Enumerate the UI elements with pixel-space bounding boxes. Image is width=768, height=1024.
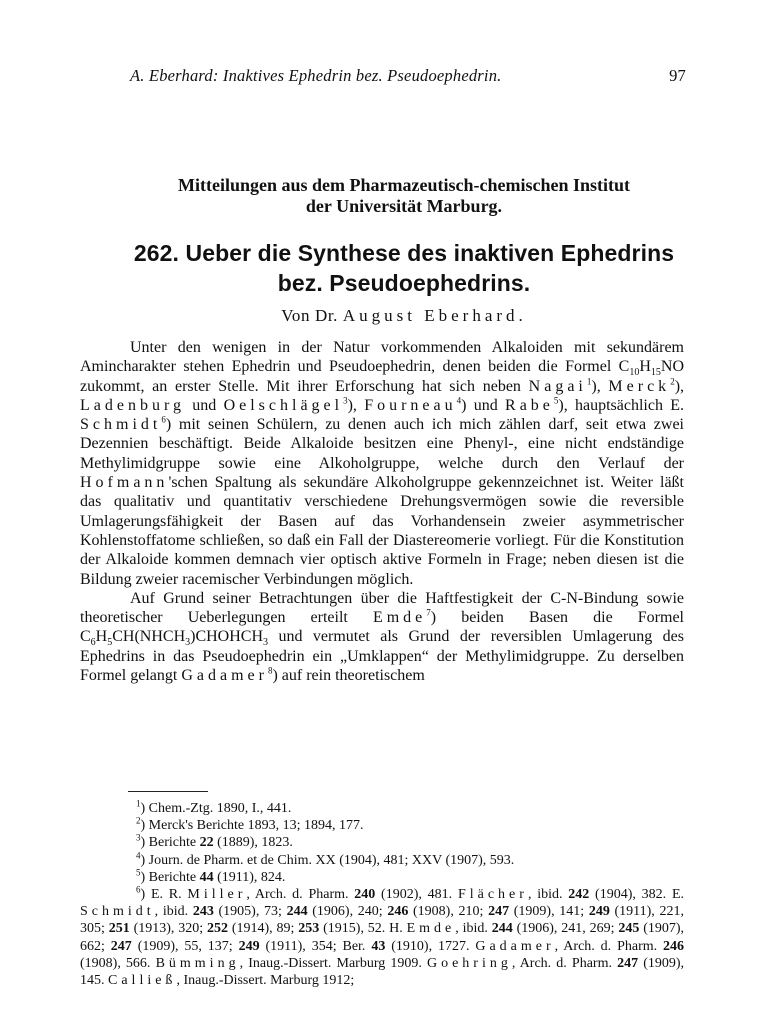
- footnote-2: [80, 817, 684, 834]
- footnote-text: ) E. R.: [140, 887, 188, 903]
- footnote-mark: 5: [553, 395, 559, 406]
- text-run: ),: [347, 396, 365, 414]
- footnote-text: (1910), 1727.: [385, 938, 476, 954]
- institute-line-2: der Universität Marburg.: [305, 196, 503, 216]
- text-run: ), hauptsächlich E.: [558, 396, 685, 414]
- text-run: ) auf rein theoretischem: [272, 667, 425, 685]
- volume-number: 22: [199, 835, 214, 851]
- author-ref-hofmann: Hofmann: [80, 474, 169, 492]
- footnote-text: , Arch. d. Pharm.: [554, 938, 664, 954]
- article-title: [60, 238, 748, 298]
- author-name: August Eberhard.: [342, 306, 527, 325]
- institute-heading: [60, 175, 748, 217]
- subscript: 15: [650, 367, 661, 379]
- volume-number: 247: [617, 955, 639, 971]
- volume-number: 247: [488, 904, 510, 920]
- footnote-number: 3: [136, 832, 141, 843]
- footnote-mark: 4: [456, 395, 462, 406]
- footnote-divider: [128, 791, 208, 792]
- footnote-text: ) Chem.-Ztg. 1890, I., 441.: [140, 801, 292, 816]
- text-run: H: [95, 628, 108, 646]
- footnote-text: , ibid.: [154, 904, 193, 920]
- volume-number: 244: [491, 921, 513, 937]
- volume-number: 249: [238, 938, 260, 954]
- subscript: 6: [90, 637, 96, 649]
- footnote-mark: 2: [670, 376, 675, 387]
- volume-number: 253: [298, 921, 320, 937]
- author-ref: Calließ: [108, 973, 177, 989]
- volume-number: 251: [108, 921, 130, 937]
- volume-number: 246: [387, 904, 409, 920]
- author-ref-fourneau: Fourneau: [364, 396, 457, 414]
- page-number: 97: [669, 66, 686, 85]
- footnote-number: 2: [136, 815, 141, 826]
- text-run: ),: [674, 377, 685, 395]
- footnote-number: 1: [136, 798, 141, 809]
- footnote-text: , Inaug.-Dissert. Marburg 1912;: [176, 973, 355, 989]
- volume-number: 247: [110, 938, 132, 954]
- footnote-number: 5: [136, 867, 141, 878]
- paragraph-2: [80, 589, 684, 685]
- author-ref-nagai: Nagai: [528, 377, 587, 395]
- author-ref: Bümming: [155, 955, 240, 971]
- footnote-text: ) Berichte: [140, 869, 200, 885]
- volume-number: 240: [354, 887, 376, 903]
- text-run: Auf Grund seiner Betrachtungen über die Haftfestigkeit der C-N-Bindung sowie theoretischer Ueberlegungen erteilt: [80, 589, 684, 627]
- footnote-text: (1914), 89;: [228, 921, 299, 937]
- footnote-text: (1905), 73;: [213, 904, 287, 920]
- footnote-text: (1911), 221, 305;: [80, 904, 684, 937]
- footnote-text: ) Berichte: [140, 835, 200, 851]
- footnote-mark: 7: [426, 607, 431, 618]
- footnote-mark: 1: [586, 376, 592, 387]
- footnote-text: (1906), 240;: [307, 904, 388, 920]
- volume-number: 244: [286, 904, 308, 920]
- volume-number: 246: [663, 938, 685, 954]
- running-head-title: A. Eberhard: Inaktives Ephedrin bez. Pseudoephedrin.: [130, 66, 502, 85]
- author-ref-schmidt: Schmidt: [80, 416, 162, 434]
- text-run: CH(NHCH: [112, 628, 186, 646]
- footnote-mark: 6: [161, 414, 166, 425]
- volume-number: 243: [192, 904, 214, 920]
- volume-number: 249: [588, 904, 610, 920]
- author-ref-ladenburg: Ladenburg: [80, 396, 186, 414]
- volume-number: 252: [207, 921, 229, 937]
- volume-number: 44: [199, 869, 214, 885]
- text-run: ) beiden Basen die Formel C: [80, 609, 684, 646]
- author-ref-gadamer: Gadamer: [181, 667, 268, 685]
- byline: [60, 306, 748, 326]
- footnote-text: (1889), 1823.: [213, 835, 293, 851]
- footnote-text: , Arch. d. Pharm.: [246, 887, 355, 903]
- paragraph-1: [80, 338, 684, 589]
- footnote-text: (1911), 354; Ber.: [259, 938, 372, 954]
- footnote-number: 4: [136, 849, 141, 860]
- volume-number: 245: [618, 921, 640, 937]
- footnote-mark: 3: [343, 395, 348, 406]
- text-run: H: [639, 358, 651, 376]
- footnotes: [80, 800, 684, 989]
- text-run: und: [185, 396, 224, 414]
- footnote-text: (1908), 566.: [80, 955, 156, 971]
- subscript: 3: [185, 637, 191, 649]
- body-text: [80, 338, 684, 685]
- text-run: ) und: [461, 396, 506, 414]
- footnote-text: , ibid.: [455, 921, 492, 937]
- footnote-text: , ibid.: [527, 887, 569, 903]
- author-ref: Flächer: [457, 887, 528, 903]
- byline-prefix: Von Dr.: [281, 306, 338, 325]
- footnote-text: (1909), 141;: [509, 904, 589, 920]
- footnote-text: (1906), 241, 269;: [512, 921, 619, 937]
- footnote-text: (1904), 382. E.: [589, 887, 684, 903]
- footnote-1: [80, 800, 684, 817]
- article-title-line-2: bez. Pseudoephedrins.: [277, 270, 531, 296]
- footnote-text: (1915), 52. H.: [319, 921, 407, 937]
- volume-number: 242: [568, 887, 590, 903]
- footnote-text: (1909), 55, 137;: [131, 938, 239, 954]
- footnote-text: (1909), 145.: [80, 955, 685, 989]
- article-title-line-1: 262. Ueber die Synthese des inaktiven Ephedrins: [133, 240, 675, 266]
- footnote-5: [80, 869, 684, 886]
- text-run: ),: [591, 377, 609, 395]
- footnote-number: 6: [136, 884, 141, 895]
- text-run: 'schen Spaltung als sekundäre Alkoholgruppe gekennzeichnet ist. Weiter läßt das qualitativ und quantitativ verschiedene Drehungsvermögen sowie die reversible Umlagerungsfähigkeit der Basen auf das Vorhandensein zweier asymmetrischer Kohlenstoffatome schließen, so daß ein Fall der Diastereomerie vorliegt. Für die Konstitution der Alkaloide kommen demnach vier optisch aktive Formeln in Frage; neben diesen ist die Bildung zweier racemischer Verbindungen möglich.: [80, 474, 684, 588]
- author-ref-oelschlaegel: Oelschlägel: [223, 396, 344, 414]
- text-run: Unter den wenigen in der Natur vorkommenden Alkaloiden mit sekundärem Amincharakter stehen Ephedrin und Pseudoephedrin, denen beiden die Formel C: [80, 339, 684, 376]
- subscript: 3: [263, 637, 269, 649]
- footnote-text: , Arch. d. Pharm.: [511, 955, 618, 971]
- footnote-text: (1911), 824.: [213, 869, 286, 885]
- subscript: 10: [629, 367, 640, 379]
- volume-number: 43: [371, 938, 386, 954]
- author-ref: Miller: [187, 887, 247, 903]
- author-ref: Goehring: [426, 955, 512, 971]
- author-ref: Emde: [406, 921, 456, 937]
- author-ref-emde: Emde: [372, 609, 427, 627]
- text-run: NO zukommt, an erster Stelle. Mit ihrer Erforschung hat sich neben: [80, 358, 684, 395]
- text-run: und vermutet als Grund der reversiblen Umlagerung des Ephedrins in das Pseudoephedrin ein „Umklappen“ der Methylimidgruppe. Zu derselben Formel gelangt: [80, 628, 684, 685]
- footnote-text: (1908), 210;: [408, 904, 489, 920]
- footnote-text: (1902), 481.: [375, 887, 458, 903]
- footnote-6: [80, 886, 684, 989]
- institute-line-1: Mitteilungen aus dem Pharmazeutisch-chemischen Institut: [178, 175, 630, 195]
- subscript: 5: [107, 637, 113, 649]
- running-head: [130, 66, 686, 86]
- footnote-text: ) Merck's Berichte 1893, 13; 1894, 177.: [140, 818, 364, 834]
- text-run: )CHOHCH: [190, 628, 264, 646]
- footnote-text: (1907), 662;: [80, 921, 685, 954]
- author-ref-rabe: Rabe: [505, 396, 554, 414]
- footnote-4: [80, 849, 684, 869]
- footnote-mark: 8: [267, 665, 273, 676]
- text-run: ) mit seinen Schülern, zu denen auch ich mich zählen darf, seit etwa zwei Dezennien beschäftigt. Beide Alkaloide besitzen eine Phenyl-, eine nicht endständige Methylimidgruppe sowie eine Alkoholgruppe, welche durch den Verlauf der: [80, 416, 684, 472]
- author-ref: Schmidt: [80, 904, 155, 920]
- footnote-text: (1913), 320;: [129, 921, 208, 937]
- author-ref: Gadamer: [475, 938, 555, 954]
- footnote-3: [80, 834, 684, 851]
- footnote-text: , Inaug.-Dissert. Marburg 1909.: [239, 955, 427, 971]
- author-ref-merck: Merck: [608, 377, 671, 395]
- footnote-text: ) Journ. de Pharm. et de Chim. XX (1904), 481; XXV (1907), 593.: [140, 852, 515, 868]
